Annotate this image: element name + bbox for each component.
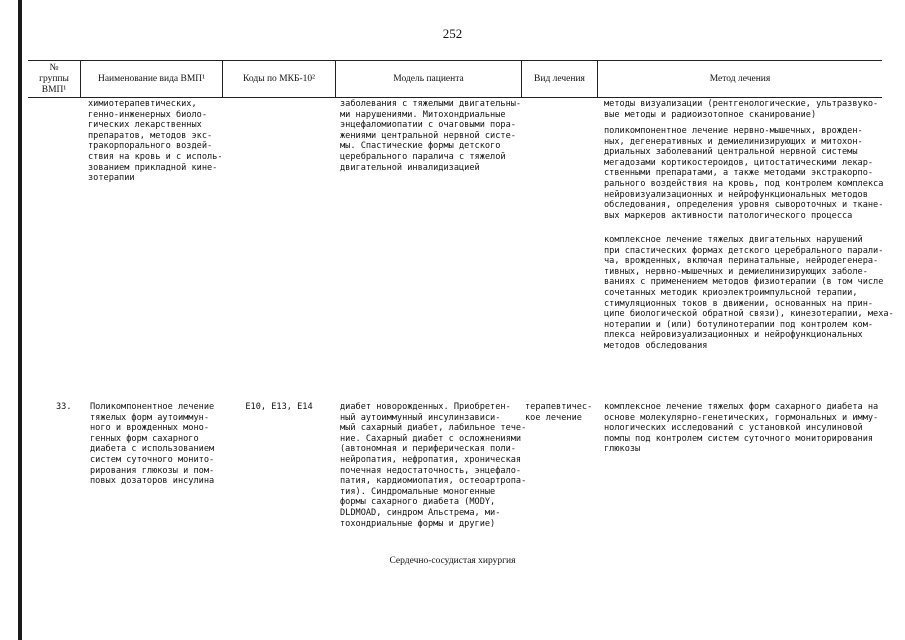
page-number: 252: [442, 26, 463, 41]
section-title: Сердечно-сосудистая хирургия: [389, 556, 516, 566]
header-treatment-type: [522, 62, 597, 96]
header-icd-codes: [223, 62, 335, 96]
continuation-method-2: поликомпонентное лечение нервно-мышечных, врожден- ных, дегенеративных и демиелинизирующих и митохон- дриальных заболеваний центральной нервной системы мегадозами кортикостероидов, цитостатическими лекар- ственными препаратами, а также методами экстракорпо- рального воздействия на кровь, под контролем комплекса нейровизуализационных и нейрофункциональных методов обследования, определения уровня сывороточных и ткане- вых маркеров активности патологического процесса: [604, 126, 884, 221]
continuation-method-3: комплексное лечение тяжелых двигательных нарушений при спастических формах детского церебрального парали- ча, врожденных, включая перинатальные, нейродегенера- тивных, нервно-мышечных и демиелинизирующих заболе- ваниях с применением методов физиотерапии (в том числе сочетанных методик криоэлектроимпульсной терапии, стимуляционных токов в движении, основанных на прин- ципе биологической обратной связи), кинезотерапии, меха- нотерапии и (или) ботулинотерапии под контролем ком- плекса нейровизуализационных и нейрофункциональных методов обследования: [604, 235, 894, 351]
row-33-patient-model: диабет новорожденных. Приобретен- ный аутоиммунный инсулинзависи- мый сахарный диабет, лабильное тече- ние. Сахарный диабет с осложнениями (автономная и периферическая поли- нейропатия, нефропатия, хроническая почечная недостаточность, энцефало- патия, кардиомиопатия, остеоартропа- тия). Синдромальные моногенные формы сахарного диабета (MODY, DLDMOAD, синдром Альстрема, ми- тохондриальные формы и другие): [340, 402, 527, 529]
header-vmp-name: [81, 62, 222, 96]
scan-edge-bar: [18, 0, 22, 640]
continuation-vmp-name: химиотерапевтических, генно-инженерных биоло- гических лекарственных препаратов, методов экс- тракорпорального воздей- ствия на кровь и с исполь- зованием прикладной кине- зотерапии: [88, 99, 223, 184]
continuation-method-1: методы визуализации (рентгенологические, ультразвуко- вые методы и радиоизотопное сканирование): [604, 99, 879, 120]
row-33-number: 33.: [56, 402, 72, 412]
header-patient-model: [336, 62, 521, 96]
header-group-number: [28, 62, 80, 96]
header-group-number-text: № группы ВМП¹: [39, 62, 69, 95]
header-treatment-type-text: Вид лечения: [534, 73, 585, 84]
row-33-treatment-method: комплексное лечение тяжелых форм сахарного диабета на основе молекулярно-генетических, гормональных и имму- нологических исследований с установкой инсулиновой помпы под контролем систем суточного мониторирования глюкозы: [604, 402, 879, 455]
header-patient-model-text: Модель пациента: [393, 73, 464, 84]
row-33-treatment-type: терапевтичес- кое лечение: [525, 402, 593, 423]
row-33-icd-codes: E10, E13, E14: [245, 402, 313, 412]
row-33-vmp-name: Поликомпонентное лечение тяжелых форм аутоиммун- ного и врожденных моно- генных форм сахарного диабета с использованием систем суточного монито- рирования глюкозы и пом- повых дозаторов инсулина: [90, 402, 215, 487]
header-icd-codes-text: Коды по МКБ-10²: [243, 73, 315, 84]
header-treatment-method-text: Метод лечения: [709, 73, 771, 84]
header-bottom-border: [28, 97, 882, 98]
header-top-border: [28, 60, 882, 61]
header-vmp-name-text: Наименование вида ВМП¹: [97, 73, 206, 84]
header-treatment-method: [598, 62, 882, 96]
continuation-patient-model: заболевания с тяжелыми двигательны- ми нарушениями. Митохондриальные энцефаломиопатии с очаговыми пора- жениями центральной нервной систе- мы. Спастические формы детского церебрального паралича с тяжелой двигательной инвалидизацией: [340, 99, 522, 173]
